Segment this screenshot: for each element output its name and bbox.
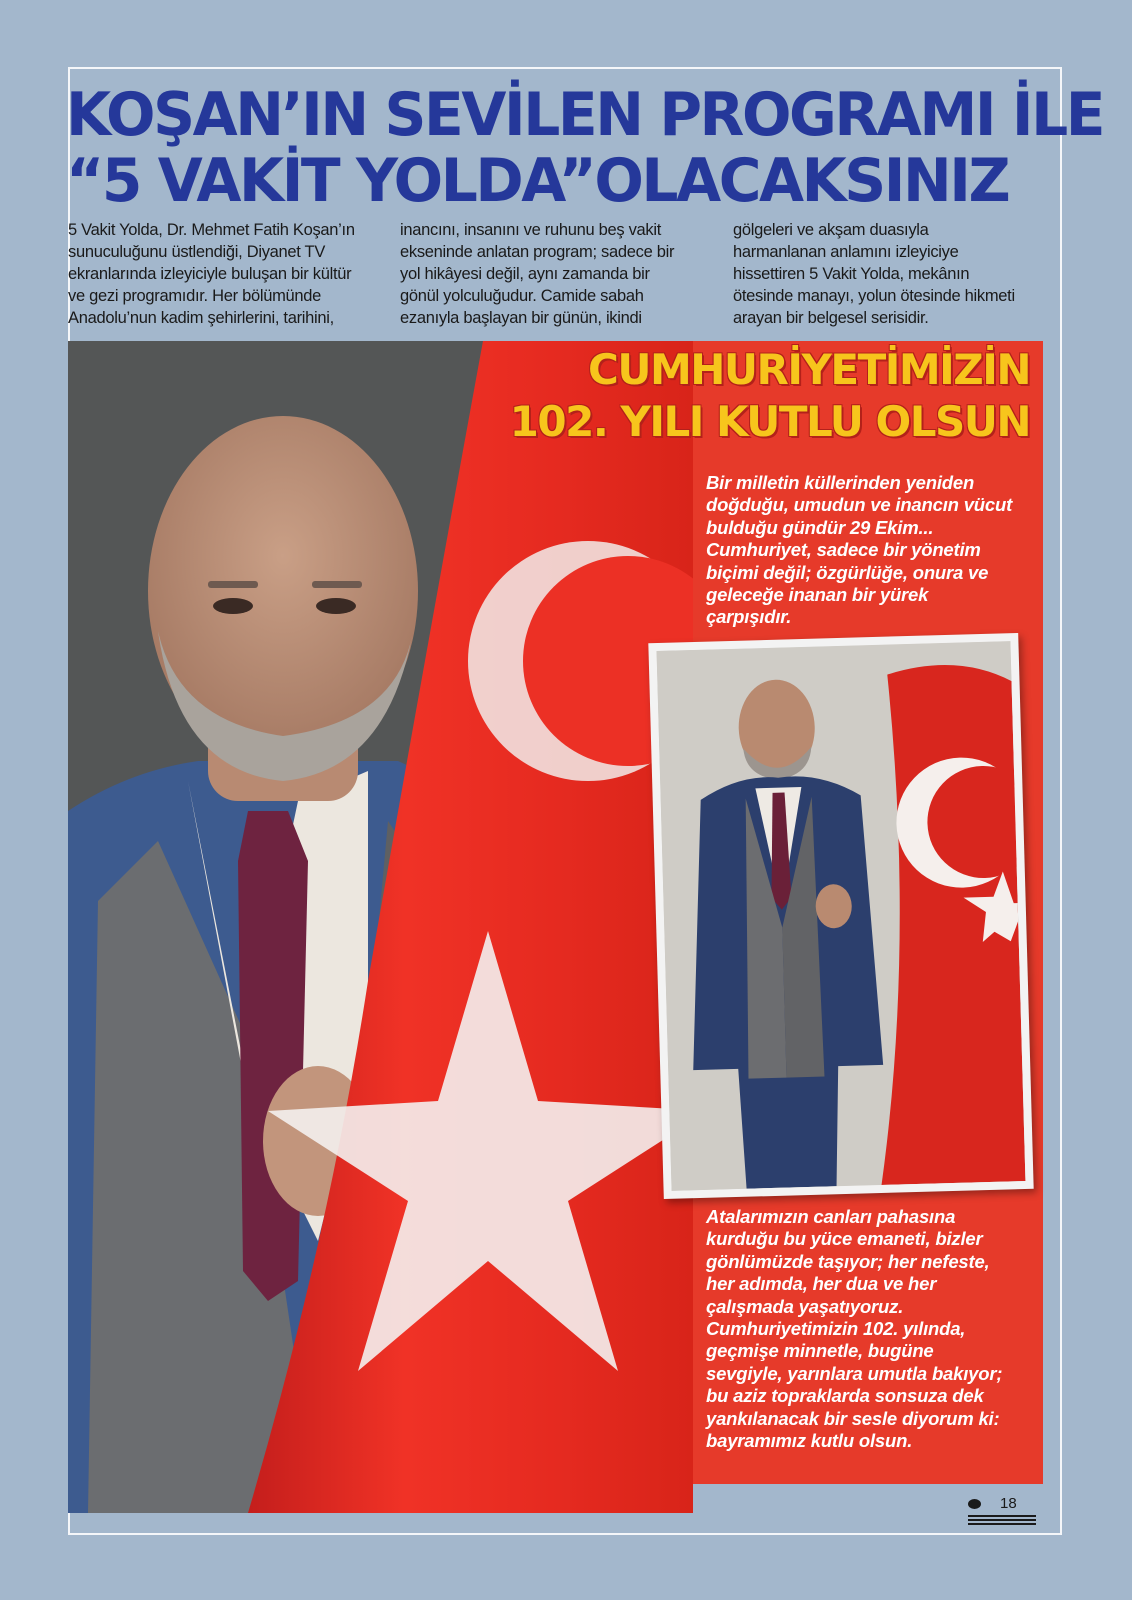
large-photo xyxy=(68,341,693,1513)
intro-line: ekranlarında izleyiciyle buluşan bir kültür xyxy=(68,265,352,283)
quote-line: sevgiyle, yarınlara umutla bakıyor; xyxy=(706,1362,1003,1384)
quote-bottom xyxy=(706,1206,1002,1452)
intro-line: harmanlanan anlamını izleyiciye xyxy=(733,243,959,261)
intro-line: Anadolu’nun kadim şehirlerini, tarihini, xyxy=(68,309,334,327)
page-rule xyxy=(968,1523,1036,1525)
intro-line: inancını, insanını ve ruhunu beş vakit xyxy=(400,221,662,239)
quote-line: Cumhuriyetimizin 102. yılında, xyxy=(706,1318,966,1340)
quote-line: Bir milletin küllerinden yeniden xyxy=(706,472,975,493)
anniversary-banner xyxy=(470,344,1030,448)
quote-line: doğduğu, umudun ve inancın vücut xyxy=(706,494,1013,516)
quote-line: yankılanacak bir sesle diyorum ki: xyxy=(706,1407,1000,1429)
headline-line-2: “5 VAKİT YOLDA”OLACAKSINIZ xyxy=(66,146,1009,216)
quote-line: bulduğu gündür 29 Ekim... xyxy=(706,516,934,538)
headline-line-1: KOŞAN’IN SEVİLEN PROGRAMI İLE xyxy=(66,80,1104,150)
intro-line: ezanıyla başlayan bir günün, ikindi xyxy=(400,309,642,327)
intro-column-3 xyxy=(733,219,1043,329)
quote-line: bayramımız kutlu olsun. xyxy=(706,1430,913,1452)
bullet-icon xyxy=(968,1499,981,1509)
quote-line: kurduğu bu yüce emaneti, bizler xyxy=(706,1228,983,1250)
intro-line: hissettiren 5 Vakit Yolda, mekânın xyxy=(733,265,970,283)
intro-line: gönül yolculuğudur. Camide sabah xyxy=(400,287,644,305)
page-rule xyxy=(968,1519,1036,1521)
small-photo-illustration xyxy=(657,641,1026,1191)
quote-line: Atalarımızın canları pahasına xyxy=(706,1206,956,1227)
headline xyxy=(66,80,1104,216)
banner-line-2: 102. YILI KUTLU OLSUN xyxy=(509,397,1030,446)
quote-line: geçmişe minnetle, bugüne xyxy=(706,1340,934,1362)
quote-line: geleceğe inanan bir yürek xyxy=(706,584,929,606)
page-number-text: 18 xyxy=(1000,1495,1017,1512)
quote-line: bu aziz topraklarda sonsuza dek xyxy=(706,1385,984,1407)
intro-line: ve gezi programıdır. Her bölümünde xyxy=(68,287,322,305)
intro-line: 5 Vakit Yolda, Dr. Mehmet Fatih Koşan’ın xyxy=(68,221,355,239)
quote-line: çalışmada yaşatıyoruz. xyxy=(706,1295,904,1317)
quote-line: Cumhuriyet, sadece bir yönetim xyxy=(706,539,981,561)
quote-line: çarpışıdır. xyxy=(706,606,792,628)
quote-top xyxy=(706,472,1012,629)
small-photo-image xyxy=(657,641,1026,1191)
intro-line: yol hikâyesi değil, aynı zamanda bir xyxy=(400,265,650,283)
small-photo xyxy=(648,633,1033,1199)
quote-line: gönlümüzde taşıyor; her nefeste, xyxy=(706,1250,990,1272)
large-photo-illustration xyxy=(68,341,693,1513)
intro-line: sunuculuğunu üstlendiği, Diyanet TV xyxy=(68,243,326,261)
page-rule xyxy=(968,1515,1036,1517)
intro-line: arayan bir belgesel serisidir. xyxy=(733,309,929,327)
intro-line: ekseninde anlatan program; sadece bir xyxy=(400,243,675,261)
banner-line-1: CUMHURİYETİMİZİN xyxy=(588,345,1030,394)
quote-line: biçimi değil; özgürlüğe, onura ve xyxy=(706,561,989,583)
intro-line: gölgeleri ve akşam duasıyla xyxy=(733,221,929,239)
intro-column-2 xyxy=(400,219,710,329)
intro-line: ötesinde manayı, yolun ötesinde hikmeti xyxy=(733,287,1015,305)
intro-column-1 xyxy=(68,219,378,329)
quote-line: her adımda, her dua ve her xyxy=(706,1273,937,1295)
